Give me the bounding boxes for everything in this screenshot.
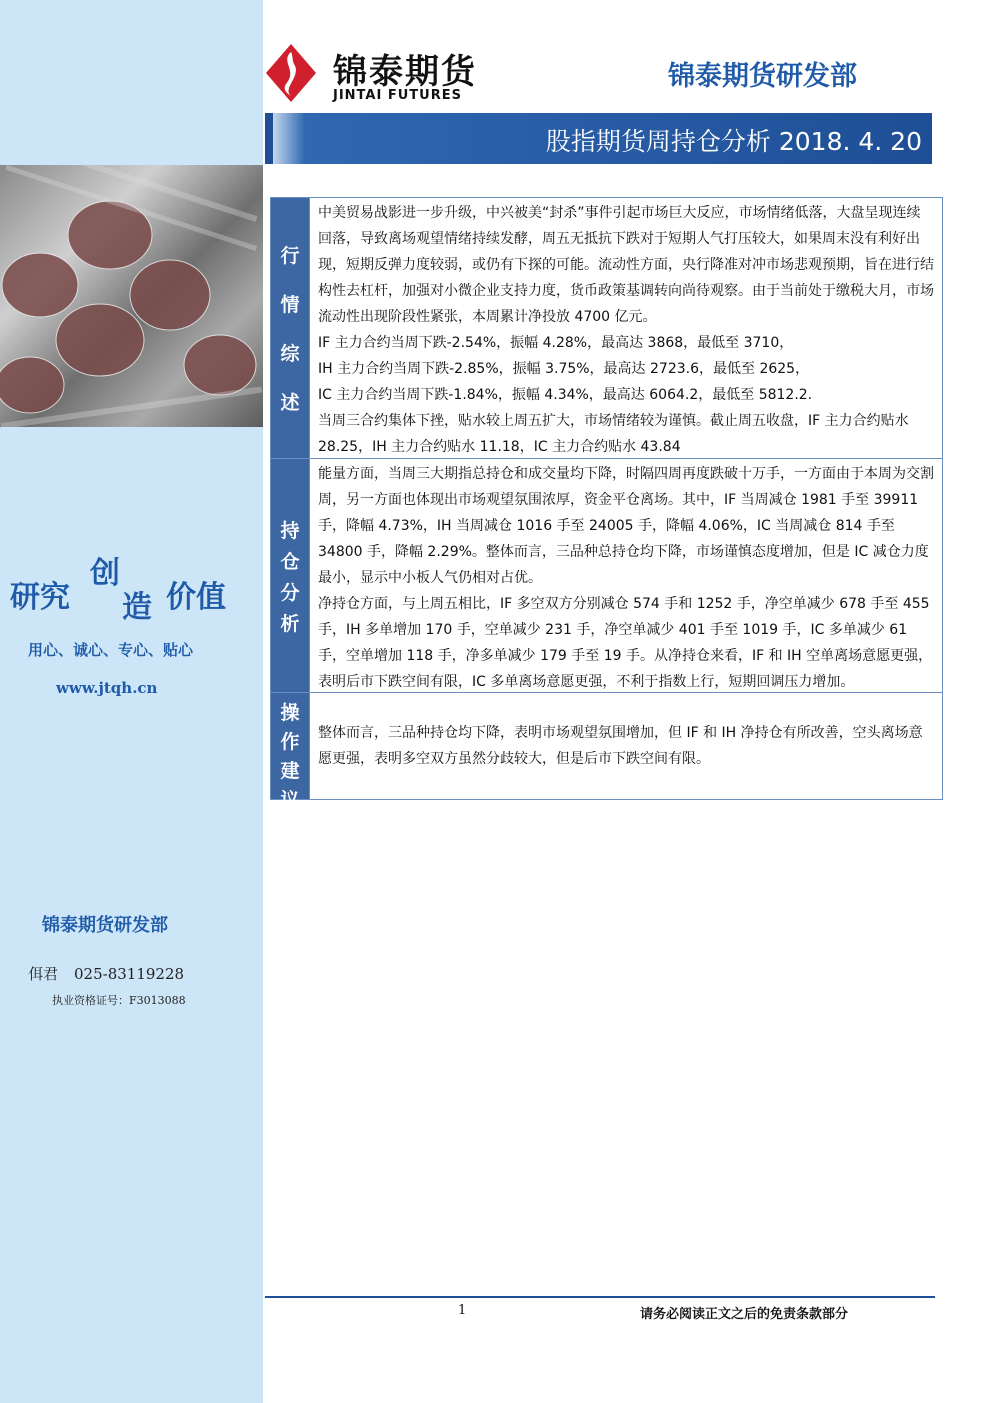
paragraph: IC 主力合约当周下跌-1.84%，振幅 4.34%，最高达 6064.2，最低至 5812.2. [318,387,813,403]
footer-divider [265,1296,935,1298]
paragraph: IH 主力合约当周下跌-2.85%，振幅 3.75%，最高达 2723.6，最低至 2625， [318,361,810,377]
slogan-part-value: 价值 [166,580,226,615]
section-body [310,693,942,799]
header-department: 锦泰期货研发部 [668,61,857,92]
label-char: 析 [280,612,300,635]
slogan-part-research: 研究 [10,580,70,615]
slogan-part-make: 造 [122,590,152,625]
paragraph: 当周三合约集体下挫，贴水较上周五扩大，市场情绪较为谨慎。截止周五收盘，IF 主力合约贴水 28.25，IH 主力合约贴水 11.18，IC 主力合约贴水 43.84 [318,413,909,455]
paragraph: 能量方面，当周三大期指总持仓和成交量均下降，时隔四周再度跌破十万手，一方面由于本周为交割周，另一方面也体现出市场观望氛围浓厚，资金平仓离场。其中，IF 当周减仓 1981 手至 39911 手，降幅 4.73%，IH 当周减仓 1016 手至 24005 手，降幅 4.06%，IC 当周减仓 814 手至 34800 手，降幅 2.29%。整体而言，三品种总持仓均下降，市场谨慎态度增加，但是 IC 减仓力度最小，显示中小板人气仍相对占优。 [318,466,934,586]
analyst-phone: 025-83119228 [74,965,185,983]
report-title: 股指期货周持仓分析 2018. 4. 20 [545,127,922,156]
paragraph: 中美贸易战影进一步升级，中兴被美“封杀”事件引起市场巨大反应，市场情绪低落，大盘呈现连续回落，导致离场观望情绪持续发酵，周五无抵抗下跌对于短期人气打压较大，如果周末没有利好出现，短期反弹力度较弱，或仍有下探的可能。流动性方面，央行降准对冲市场悲观预期，旨在进行结构性去杠杆，加强对小微企业支持力度，货币政策基调转向尚待观察。由于当前处于缴税大月，市场流动性出现阶段性紧张，本周累计净投放 4700 亿元。 [318,205,934,325]
analyst-name: 佴君 [28,965,59,983]
motto: 用心、诚心、专心、贴心 [28,641,194,659]
paragraph: 整体而言，三品种持仓均下降，表明市场观望氛围增加，但 IF 和 IH 净持仓有所改善，空头离场意愿更强，表明多空双方虽然分歧较大，但是后市下跌空间有限。 [318,725,923,767]
label-char: 持 [280,519,300,542]
section-position-analysis [271,458,942,692]
jintai-logo-icon [266,44,316,102]
brand-name-cn: 锦泰期货 [333,52,477,92]
label-char: 综 [280,343,300,365]
section-body [310,459,942,692]
analyst-contact [28,963,184,984]
license-number: 执业资格证号：F3013088 [52,994,186,1007]
title-bar-accent [265,113,273,164]
label-char: 分 [280,581,300,604]
sidebar-department: 锦泰期货研发部 [42,915,168,936]
paragraph: 净持仓方面，与上周五相比，IF 多空双方分别减仓 574 手和 1252 手，净空单减少 678 手至 455 手，IH 多单增加 170 手，空单减少 231 手，净空单减少 401 手至 1019 手，IC 多单减少 61 手，空单增加 118 手，净多单减少 179 手至 19 手。从净持仓来看，IF 和 IH 空单离场意愿更强，表明后市下跌空间有限，IC 多单离场意愿更强，不利于指数上行，短期回调压力增加。 [318,596,933,690]
paragraph: IF 主力合约当周下跌-2.54%，振幅 4.28%，最高达 3868，最低至 3710， [318,335,794,351]
analysis-table [270,197,943,811]
label-char: 行 [280,245,300,267]
section-body [310,198,942,458]
section-label [271,693,310,811]
slogan-part-create: 创 [90,556,120,591]
label-char: 议 [280,789,300,811]
page-number: 1 [458,1303,467,1318]
section-trading-advice [271,692,942,811]
section-label [271,459,310,692]
label-char: 建 [280,760,300,782]
label-char: 操 [280,702,300,724]
brand-name-en: JINTAI FUTURES [333,88,462,103]
title-bar [265,113,932,164]
steel-bars-photo [0,165,263,427]
label-char: 述 [280,392,300,414]
disclaimer-note: 请务必阅读正文之后的免责条款部分 [640,1307,849,1322]
label-char: 情 [280,294,300,316]
section-label [271,198,310,458]
label-char: 仓 [280,550,300,573]
slogan [10,548,260,625]
website-link[interactable]: www.jtqh.cn [56,679,158,697]
section-market-overview [271,198,942,458]
label-char: 作 [280,731,300,753]
